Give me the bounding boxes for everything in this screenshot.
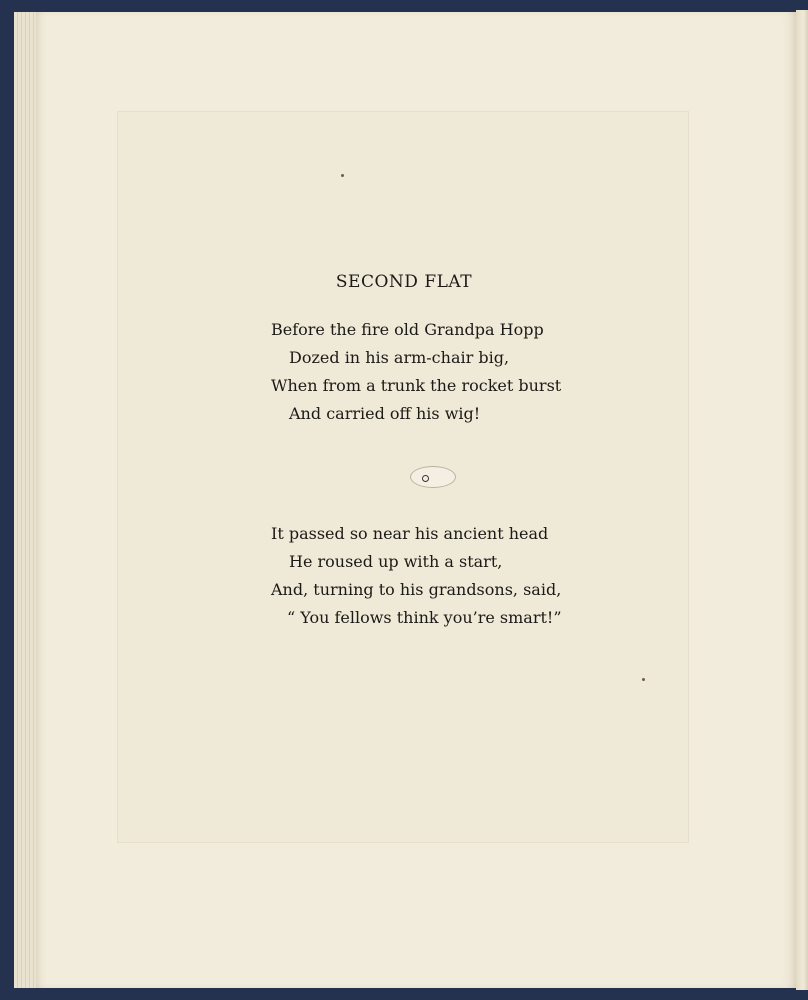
- poem-line: When from a trunk the rocket burst: [271, 376, 562, 395]
- page-right-edge: [796, 10, 808, 990]
- poem-line: “ You fellows think you’re smart!”: [287, 608, 562, 627]
- poem-title: SECOND FLAT: [335, 272, 473, 292]
- stanza-two: [271, 520, 562, 632]
- plate-mark: [118, 112, 688, 842]
- paper-speck: [341, 174, 344, 177]
- ornament-dot: [422, 475, 429, 482]
- poem-line: Before the fire old Grandpa Hopp: [271, 320, 544, 339]
- poem-line: It passed so near his ancient head: [271, 524, 549, 543]
- poem-line: He roused up with a start,: [289, 552, 503, 571]
- poem-line: And, turning to his grandsons, said,: [271, 580, 562, 599]
- stanza-one: [271, 316, 561, 428]
- oval-ornament-icon: [410, 466, 456, 488]
- poem-line: And carried off his wig!: [289, 404, 481, 423]
- poem-line: Dozed in his arm-chair big,: [289, 348, 510, 367]
- paper-speck: [642, 678, 645, 681]
